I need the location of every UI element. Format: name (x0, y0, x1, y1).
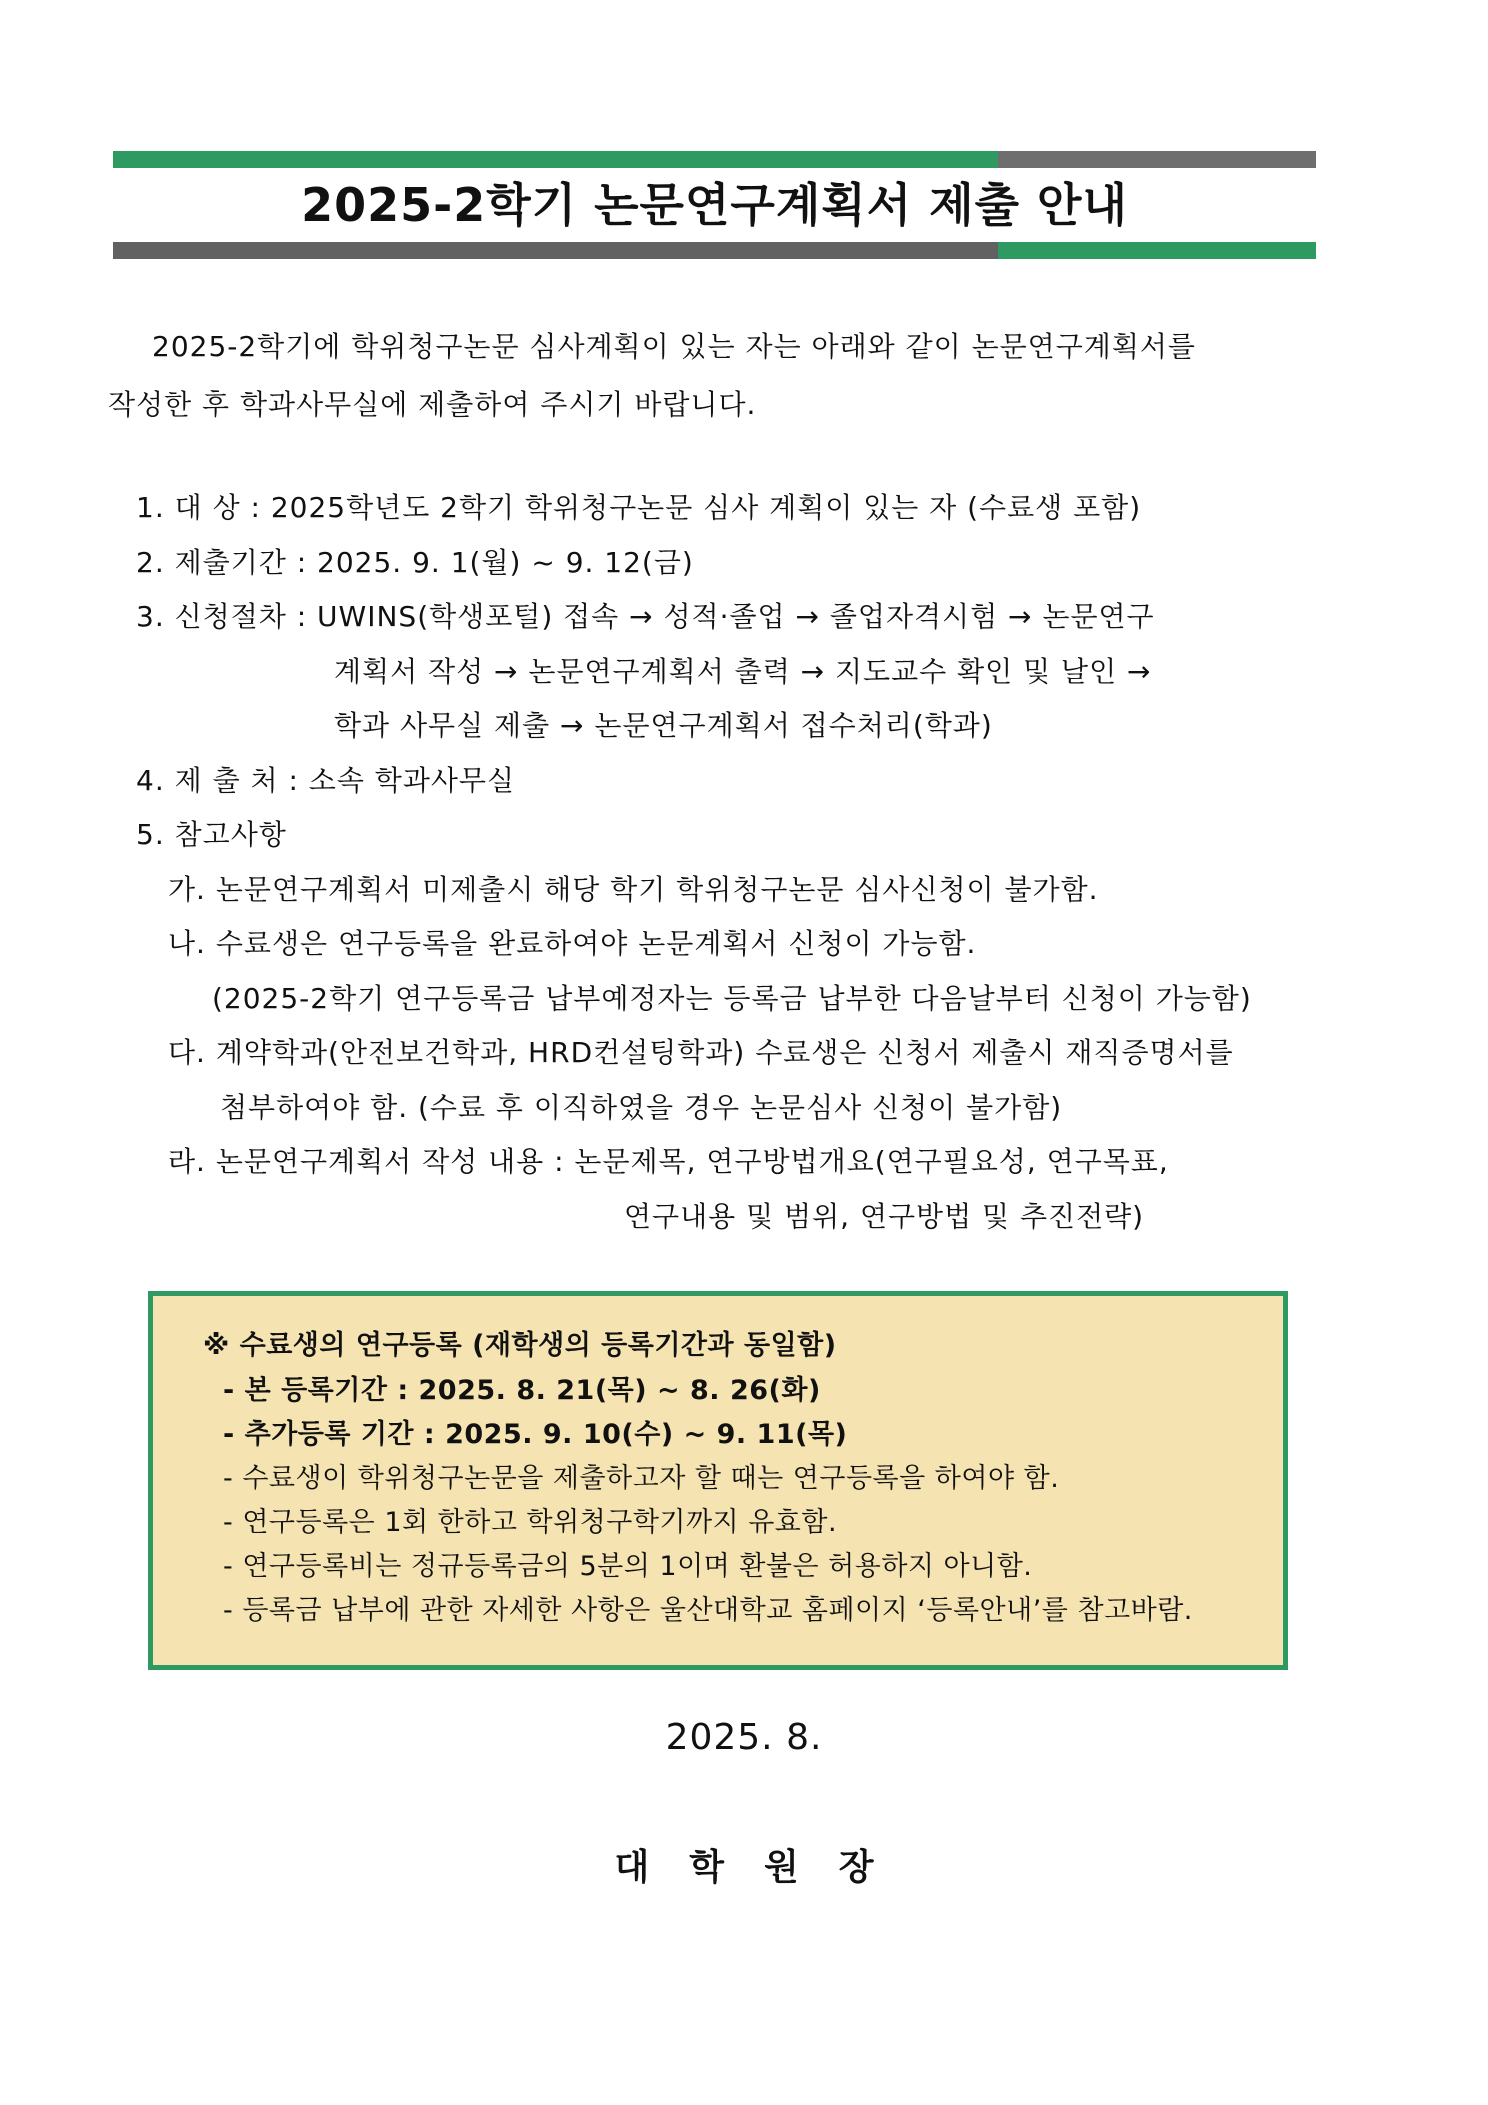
intro-line-2: 작성한 후 학과사무실에 제출하여 주시기 바랍니다. (108, 388, 757, 421)
notice-rule-3: - 연구등록비는 정규등록금의 5분의 1이며 환불은 허용하지 아니함. (223, 1551, 1033, 1582)
notice-rule-2: - 연구등록은 1회 한하고 학위청구학기까지 유효함. (223, 1507, 838, 1538)
title-bar-top-gray (998, 151, 1316, 168)
intro-line-1: 2025-2학기에 학위청구논문 심사계획이 있는 자는 아래와 같이 논문연구계획서를 (152, 330, 1196, 363)
notice-box (148, 1291, 1288, 1670)
title-bar-bottom-gray (113, 242, 998, 259)
item-notes-heading: 5. 참고사항 (136, 818, 287, 851)
notice-extra-period: - 추가등록 기간 : 2025. 9. 10(수) ~ 9. 11(목) (223, 1419, 848, 1450)
notice-heading: ※ 수료생의 연구등록 (재학생의 등록기간과 동일함) (203, 1330, 837, 1361)
notice-rule-4: - 등록금 납부에 관한 자세한 사항은 울산대학교 홈페이지 ‘등록안내’를 참고바람. (223, 1595, 1193, 1626)
title-bar-top-green (113, 151, 998, 168)
item-target: 1. 대 상 : 2025학년도 2학기 학위청구논문 심사 계획이 있는 자 (수료생 포함) (136, 491, 1142, 524)
note-da-line-1: 다. 계약학과(안전보건학과, HRD컨설팅학과) 수료생은 신청서 제출시 재직증명서를 (168, 1036, 1234, 1069)
note-da-line-2: 첨부하여야 함. (수료 후 이직하였을 경우 논문심사 신청이 불가함) (220, 1091, 1063, 1124)
document-title: 2025-2학기 논문연구계획서 제출 안내 (301, 178, 1128, 232)
item-procedure-line-2: 계획서 작성 → 논문연구계획서 출력 → 지도교수 확인 및 날인 → (334, 655, 1152, 688)
notice-rule-1: - 수료생이 학위청구논문을 제출하고자 할 때는 연구등록을 하여야 함. (223, 1463, 1060, 1494)
note-ra-line-2: 연구내용 및 범위, 연구방법 및 추진전략) (624, 1200, 1145, 1233)
note-ra-line-1: 라. 논문연구계획서 작성 내용 : 논문제목, 연구방법개요(연구필요성, 연구목표, (168, 1145, 1169, 1178)
signature: 대학원장 (614, 1847, 914, 1888)
note-ga: 가. 논문연구계획서 미제출시 해당 학기 학위청구논문 심사신청이 불가함. (168, 873, 1099, 906)
item-procedure-line-1: 3. 신청절차 : UWINS(학생포털) 접속 → 성적·졸업 → 졸업자격시험 → 논문연구 (136, 600, 1155, 633)
note-na-sub: (2025-2학기 연구등록금 납부예정자는 등록금 납부한 다음날부터 신청이 가능함) (212, 982, 1252, 1015)
document-date: 2025. 8. (665, 1717, 823, 1758)
title-bar-bottom-green (998, 242, 1316, 259)
item-place: 4. 제 출 처 : 소속 학과사무실 (136, 764, 516, 797)
item-procedure-line-3: 학과 사무실 제출 → 논문연구계획서 접수처리(학과) (334, 709, 993, 742)
note-na: 나. 수료생은 연구등록을 완료하여야 논문계획서 신청이 가능함. (168, 927, 977, 960)
notice-main-period: - 본 등록기간 : 2025. 8. 21(목) ~ 8. 26(화) (223, 1375, 821, 1406)
intro-paragraph (108, 318, 1348, 434)
item-period: 2. 제출기간 : 2025. 9. 1(월) ~ 9. 12(금) (136, 546, 694, 579)
